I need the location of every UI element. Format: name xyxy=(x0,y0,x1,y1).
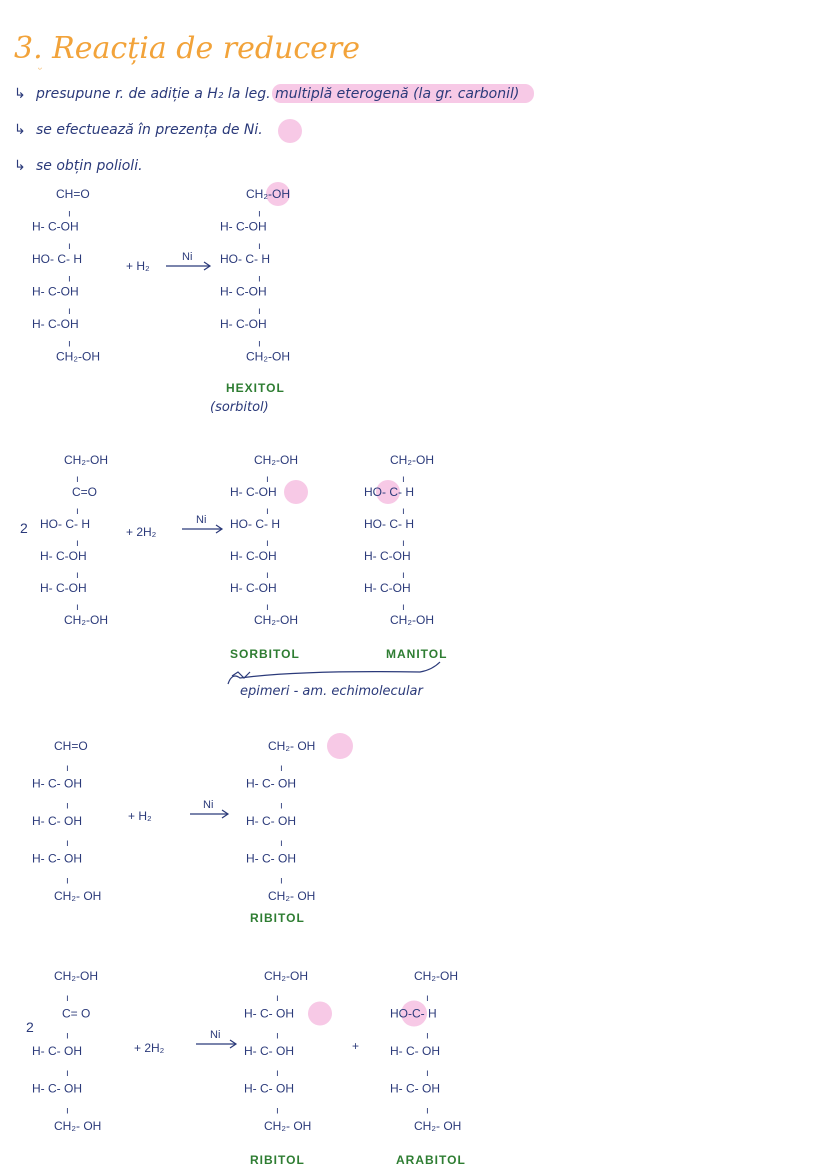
product-name: MANITOL xyxy=(386,647,448,661)
formula-line: CH₂-OH xyxy=(390,453,434,467)
formula-line: CH=O xyxy=(56,187,90,201)
product-name: HEXITOL xyxy=(226,381,285,395)
bond-mark: ı xyxy=(66,875,69,887)
formula-line: CH₂-OH xyxy=(64,453,108,467)
formula-line: HO- C- H xyxy=(220,252,270,266)
bond-mark: ı xyxy=(76,570,79,581)
bond-mark: ı xyxy=(276,1105,279,1117)
bond-mark: ı xyxy=(66,1067,69,1079)
catalyst-label: Ni xyxy=(210,1029,221,1041)
formula-line: H- C- OH xyxy=(32,776,82,791)
bond-mark: ı xyxy=(280,837,283,849)
bullet-text: presupune r. de adiție a H₂ la leg. multiplă eterogenă (la gr. carbonil) xyxy=(36,86,520,102)
formula-line: H- C-OH xyxy=(32,284,79,299)
bond-mark: ı xyxy=(402,538,405,549)
formula-line: H- C- OH xyxy=(244,1006,294,1021)
product-name: RIBITOL xyxy=(250,911,305,925)
bond-mark: ı xyxy=(402,570,405,581)
bond-mark: ı xyxy=(266,506,269,517)
bond-mark: ı xyxy=(402,602,405,613)
formula-line: H- C- OH xyxy=(390,1044,440,1058)
page-title: 3. Reacția de reducere xyxy=(14,31,361,66)
bullet-text: se efectuează în prezența de Ni. xyxy=(36,122,263,138)
bond-mark: ı xyxy=(276,992,279,1004)
formula-line: H- C-OH xyxy=(220,219,267,234)
bond-mark: ı xyxy=(68,273,71,285)
formula-line: CH₂- OH xyxy=(268,739,316,753)
bond-mark: ı xyxy=(258,240,261,252)
bond-mark: ı xyxy=(280,875,283,887)
formula-line: H- C- OH xyxy=(246,851,296,866)
bond-mark: ı xyxy=(402,474,405,485)
formula-line: CH₂-OH xyxy=(56,349,100,364)
formula-line: CH₂-OH xyxy=(254,613,298,627)
bullet-arrow-icon: ↳ xyxy=(14,158,26,174)
formula-line: H- C-OH xyxy=(40,549,87,563)
formula-line: H- C-OH xyxy=(364,581,411,595)
reaction xyxy=(20,453,447,661)
catalyst-label: Ni xyxy=(182,251,193,263)
catalyst-label: Ni xyxy=(196,514,207,526)
bond-mark: ı xyxy=(426,1105,429,1117)
formula-line: H- C- OH xyxy=(390,1081,440,1096)
bond-mark: ı xyxy=(258,338,261,350)
formula-line: H- C-OH xyxy=(364,549,411,563)
product-name: SORBITOL xyxy=(230,647,300,661)
bond-mark: ı xyxy=(276,1030,279,1042)
formula-line: CH₂- OH xyxy=(264,1119,312,1133)
catalyst-label: Ni xyxy=(203,799,214,811)
bullet-arrow-icon: ↳ xyxy=(14,122,26,138)
bond-mark: ı xyxy=(68,240,71,252)
formula-line: H- C-OH xyxy=(220,284,267,299)
formula-line: H- C- OH xyxy=(32,851,82,866)
bond-mark: ı xyxy=(258,305,261,317)
formula-line: H- C- OH xyxy=(246,776,296,791)
bond-mark: ı xyxy=(266,474,269,485)
formula-line: CH₂-OH xyxy=(414,969,458,983)
formula-line: C=O xyxy=(72,485,98,499)
bullet-list xyxy=(14,86,519,174)
reagent: + H₂ xyxy=(128,809,152,823)
bond-mark: ı xyxy=(280,800,283,812)
bond-mark: ı xyxy=(426,1030,429,1042)
formula-line: CH₂-OH xyxy=(246,349,290,364)
formula-line: C= O xyxy=(62,1006,91,1021)
bond-mark: ı xyxy=(426,1067,429,1079)
bond-mark: ı xyxy=(402,506,405,517)
reaction xyxy=(26,969,466,1167)
formula-line: H- C- OH xyxy=(32,1081,82,1096)
formula-line: CH₂-OH xyxy=(390,613,434,627)
bond-mark: ı xyxy=(258,273,261,285)
bond-mark: ı xyxy=(66,1105,69,1117)
formula-line: CH₂- OH xyxy=(54,1119,102,1133)
bond-mark: ı xyxy=(266,570,269,581)
formula-line: HO- C- H xyxy=(32,252,82,266)
bond-mark: ı xyxy=(276,1067,279,1079)
bond-mark: ı xyxy=(76,602,79,613)
formula-line: HO- C- H xyxy=(40,517,90,531)
highlight-ni xyxy=(278,119,302,143)
bond-mark: ı xyxy=(66,837,69,849)
epimer-bracket xyxy=(228,662,440,684)
bond-mark: ı xyxy=(66,800,69,812)
bond-mark: ı xyxy=(76,474,79,485)
bond-mark: ı xyxy=(66,1030,69,1042)
reaction-list xyxy=(20,182,466,1167)
coefficient: 2 xyxy=(26,1019,34,1035)
formula-line: H- C- OH xyxy=(244,1081,294,1096)
bond-mark: ı xyxy=(280,762,283,774)
bond-mark: ı xyxy=(66,992,69,1004)
formula-line: CH=O xyxy=(54,739,88,753)
formula-line: CH₂-OH xyxy=(246,187,290,201)
bond-mark: ı xyxy=(76,538,79,549)
formula-line: H- C-OH xyxy=(40,581,87,595)
bond-mark: ı xyxy=(258,208,261,220)
bond-mark: ı xyxy=(68,338,71,350)
formula-line: CH₂- OH xyxy=(268,889,316,903)
formula-line: CH₂-OH xyxy=(54,969,98,983)
coefficient: 2 xyxy=(20,520,28,536)
formula-line: CH₂-OH xyxy=(264,969,308,983)
bond-mark: ı xyxy=(266,602,269,613)
product-alt-name: (sorbitol) xyxy=(210,400,269,415)
bond-mark: ı xyxy=(68,208,71,220)
highlight-circle xyxy=(327,733,353,759)
formula-line: H- C- OH xyxy=(244,1044,294,1058)
bullet-arrow-icon: ↳ xyxy=(14,86,26,102)
formula-line: H- C- OH xyxy=(32,814,82,828)
formula-line: H- C-OH xyxy=(230,549,277,563)
bond-mark: ı xyxy=(266,538,269,549)
reagent: + 2H₂ xyxy=(134,1041,165,1055)
formula-line: H- C-OH xyxy=(230,485,277,499)
reagent: + H₂ xyxy=(126,259,150,273)
formula-line: HO- C- H xyxy=(230,517,280,531)
formula-line: CH₂- OH xyxy=(54,889,102,903)
formula-line: CH₂-OH xyxy=(254,453,298,467)
formula-line: HO-C- H xyxy=(390,1006,437,1021)
bond-mark: ı xyxy=(68,305,71,317)
formula-line: H- C-OH xyxy=(32,219,79,234)
bond-mark: ı xyxy=(76,506,79,517)
highlight-circle xyxy=(308,1002,332,1026)
formula-line: H- C-OH xyxy=(230,581,277,595)
product-name: RIBITOL xyxy=(250,1153,305,1167)
formula-line: H- C- OH xyxy=(246,814,296,828)
formula-line: H- C- OH xyxy=(32,1044,82,1058)
epimer-note: epimeri - am. echimolecular xyxy=(240,684,423,699)
bond-mark: ı xyxy=(66,762,69,774)
formula-line: H- C-OH xyxy=(32,317,79,331)
formula-line: H- C-OH xyxy=(220,317,267,331)
formula-line: HO- C- H xyxy=(364,517,414,531)
formula-line: CH₂-OH xyxy=(64,613,108,627)
reagent: + 2H₂ xyxy=(126,525,157,539)
bond-mark: ı xyxy=(426,992,429,1004)
formula-line: CH₂- OH xyxy=(414,1119,462,1133)
product-name: ARABITOL xyxy=(396,1153,466,1167)
plus-sign: + xyxy=(352,1039,360,1053)
reaction xyxy=(32,733,353,925)
highlight-circle xyxy=(284,480,308,504)
formula-line: HO- C- H xyxy=(364,485,414,499)
title-mark: ᵕ xyxy=(38,65,43,76)
bullet-text: se obțin polioli. xyxy=(36,158,143,174)
reaction xyxy=(32,182,290,415)
